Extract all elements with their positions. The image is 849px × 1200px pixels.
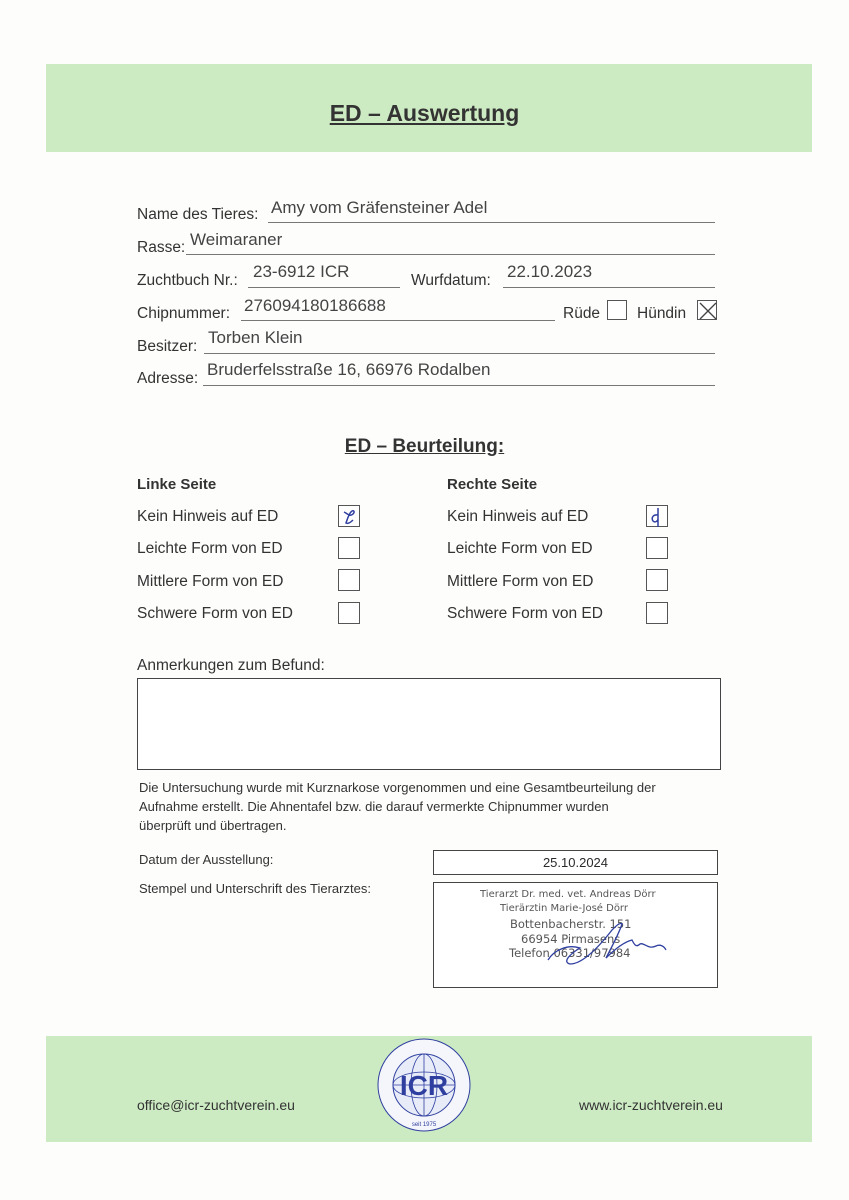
right-option-checkbox[interactable]	[646, 569, 668, 591]
logo-text: ICR	[399, 1070, 449, 1101]
remarks-value	[138, 679, 720, 691]
female-label: Hündin	[637, 305, 687, 322]
litter-value[interactable]: 22.10.2023	[507, 262, 593, 281]
handwritten-check-icon	[647, 506, 669, 528]
owner-value[interactable]: Torben Klein	[208, 328, 303, 347]
male-checkbox[interactable]	[607, 300, 627, 320]
litter-underline	[503, 287, 715, 288]
right-option-label: Mittlere Form von ED	[447, 573, 594, 590]
left-option-label: Kein Hinweis auf ED	[137, 508, 279, 525]
signature-icon	[540, 914, 670, 974]
male-label: Rüde	[563, 305, 601, 322]
disclaimer-line: Aufnahme erstellt. Die Ahnentafel bzw. die darauf vermerkte Chipnummer wurden	[139, 799, 609, 814]
breed-label: Rasse:	[137, 239, 186, 256]
footer-website[interactable]: www.icr-zuchtverein.eu	[579, 1097, 723, 1113]
footer-email[interactable]: office@icr-zuchtverein.eu	[137, 1097, 295, 1113]
breed-underline	[186, 254, 715, 255]
address-underline	[203, 385, 715, 386]
remarks-box[interactable]	[137, 678, 721, 770]
left-option-checkbox[interactable]	[338, 537, 360, 559]
remarks-label: Anmerkungen zum Befund:	[137, 657, 325, 674]
page-title: ED – Auswertung	[329, 100, 520, 126]
left-option-label: Mittlere Form von ED	[137, 573, 284, 590]
left-option-checkbox[interactable]	[338, 602, 360, 624]
right-option-label: Leichte Form von ED	[447, 540, 593, 557]
female-checkbox[interactable]	[697, 300, 717, 320]
stamp-line: Tierärztin Marie-José Dörr	[500, 903, 628, 914]
stamp-line: 66954 Pirmasens	[521, 932, 621, 946]
breed-value[interactable]: Weimaraner	[190, 230, 283, 249]
stamp-line: Tierarzt Dr. med. vet. Andreas Dörr	[480, 889, 656, 900]
studbook-label: Zuchtbuch Nr.:	[137, 272, 238, 289]
stamp-line: Telefon 06331/97984	[509, 946, 631, 960]
issue-date-box[interactable]	[433, 850, 718, 875]
name-label: Name des Tieres:	[137, 206, 259, 223]
owner-label: Besitzer:	[137, 338, 198, 355]
left-side-heading: Linke Seite	[137, 476, 217, 493]
right-option-checkbox[interactable]	[646, 505, 668, 527]
chip-label: Chipnummer:	[137, 305, 231, 322]
disclaimer-line: Die Untersuchung wurde mit Kurznarkose vorgenommen und eine Gesamtbeurteilung der	[139, 780, 656, 795]
handwritten-check-icon	[339, 506, 361, 528]
studbook-underline	[248, 287, 400, 288]
litter-label: Wurfdatum:	[411, 272, 491, 289]
stamp-line: Bottenbacherstr. 151	[510, 917, 632, 931]
address-value[interactable]: Bruderfelsstraße 16, 66976 Rodalben	[207, 360, 491, 379]
name-value[interactable]: Amy vom Gräfensteiner Adel	[271, 198, 488, 217]
right-option-label: Schwere Form von ED	[447, 605, 603, 622]
cross-mark-icon	[698, 301, 718, 321]
disclaimer-line: überprüft und übertragen.	[139, 818, 287, 833]
studbook-value[interactable]: 23-6912 ICR	[253, 262, 350, 281]
logo-since: seit 1975	[411, 1122, 437, 1128]
address-label: Adresse:	[137, 370, 199, 387]
right-option-label: Kein Hinweis auf ED	[447, 508, 589, 525]
left-option-checkbox[interactable]	[338, 569, 360, 591]
icr-logo	[364, 1036, 484, 1136]
right-side-heading: Rechte Seite	[447, 476, 538, 493]
left-option-checkbox[interactable]	[338, 505, 360, 527]
right-option-checkbox[interactable]	[646, 602, 668, 624]
assessment-title: ED – Beurteilung:	[344, 436, 505, 457]
chip-underline	[241, 320, 555, 321]
name-underline	[268, 222, 715, 223]
chip-value[interactable]: 276094180186688	[244, 296, 386, 315]
left-option-label: Schwere Form von ED	[137, 605, 293, 622]
right-option-checkbox[interactable]	[646, 537, 668, 559]
left-option-label: Leichte Form von ED	[137, 540, 283, 557]
issue-date-value: 25.10.2024	[542, 855, 609, 870]
issue-date-label: Datum der Ausstellung:	[139, 852, 274, 867]
owner-underline	[204, 353, 715, 354]
stamp-label: Stempel und Unterschrift des Tierarztes:	[139, 881, 371, 896]
